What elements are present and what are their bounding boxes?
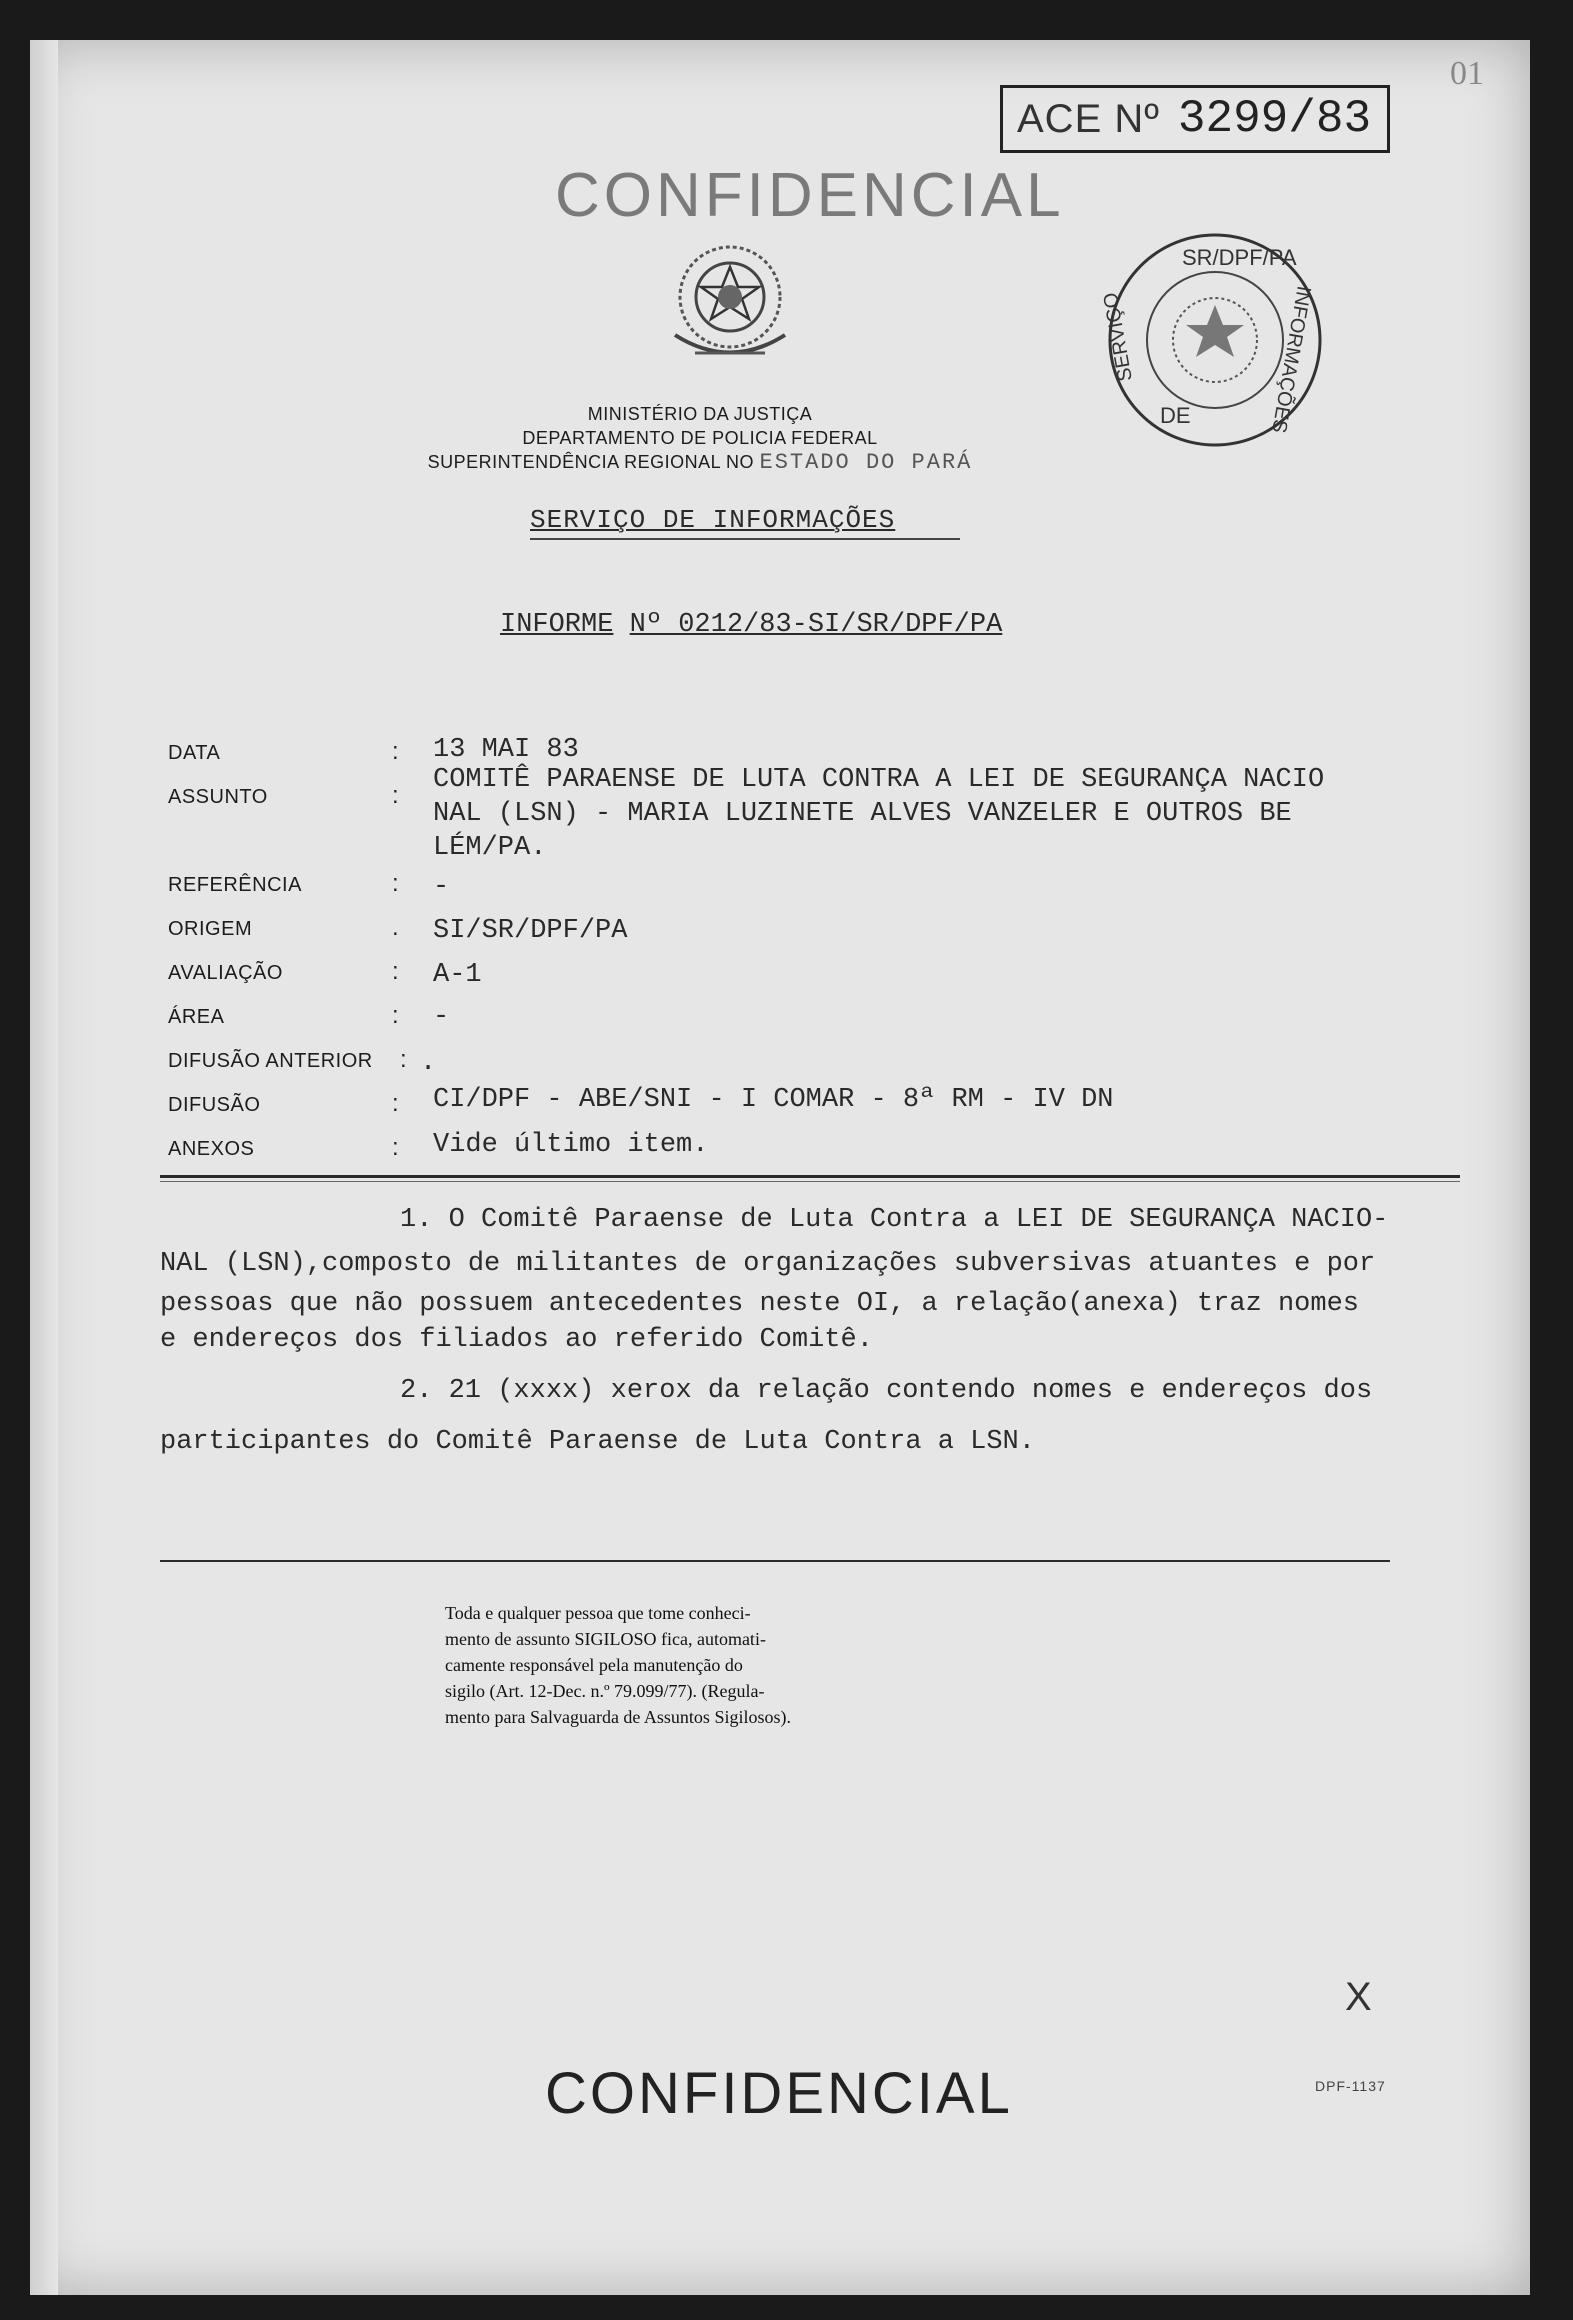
area-value: - — [433, 1002, 450, 1032]
data-value: 13 MAI 83 — [433, 735, 579, 765]
anexos-value: Vide último item. — [433, 1130, 709, 1160]
warning-line-4: sigilo (Art. 12-Dec. n.º 79.099/77). (Regula- — [445, 1681, 765, 1701]
department-name: DEPARTAMENTO DE POLICIA FEDERAL — [522, 428, 878, 448]
issuer-block — [350, 402, 1050, 475]
warning-line-5: mento para Salvaguarda de Assuntos Sigilosos). — [445, 1707, 791, 1727]
ace-label: ACE Nº — [1017, 96, 1160, 141]
difusao-label: DIFUSÃO — [168, 1094, 261, 1116]
report-title — [500, 610, 1002, 640]
stamp-text-top: SR/DPF/PA — [1182, 245, 1297, 270]
page-corner-number: 01 — [1450, 55, 1484, 92]
assunto-line-1: COMITÊ PARAENSE DE LUTA CONTRA A LEI DE SEGURANÇA NACIO — [433, 765, 1325, 795]
superintendency-name: SUPERINTENDÊNCIA REGIONAL NO — [427, 452, 755, 472]
handwritten-mark: X — [1345, 1975, 1372, 2019]
confidentiality-warning — [445, 1600, 965, 1730]
avaliacao-label: AVALIAÇÃO — [168, 962, 283, 984]
warning-line-1: Toda e qualquer pessoa que tome conheci- — [445, 1603, 751, 1623]
paragraph-1-line-3: pessoas que não possuem antecedentes neste OI, a relação(anexa) traz nomes — [160, 1289, 1359, 1319]
origem-value: SI/SR/DPF/PA — [433, 916, 628, 946]
colon: : — [392, 870, 399, 897]
classification-top: CONFIDENCIAL — [555, 161, 1065, 230]
paragraph-1-line-2: NAL (LSN),composto de militantes de organizações subversivas atuantes e por — [160, 1249, 1376, 1279]
service-underline — [530, 538, 960, 540]
page-edge — [30, 40, 58, 2295]
avaliacao-value: A-1 — [433, 960, 482, 990]
origem-label: ORIGEM — [168, 918, 253, 940]
paragraph-1-line-1: 1. O Comitê Paraense de Luta Contra a LEI DE SEGURANÇA NACIO- — [400, 1205, 1389, 1235]
data-label: DATA — [168, 742, 221, 764]
footer-divider — [160, 1560, 1390, 1562]
colon: . — [392, 914, 399, 941]
colon: : — [392, 1090, 399, 1117]
warning-line-3: camente responsável pela manutenção do — [445, 1655, 743, 1675]
form-code: DPF-1137 — [1315, 2078, 1386, 2094]
stamp-text-bottom: DE — [1160, 403, 1191, 428]
classification-bottom: CONFIDENCIAL — [545, 2061, 1013, 2126]
colon: : — [392, 958, 399, 985]
assunto-line-2: NAL (LSN) - MARIA LUZINETE ALVES VANZELER E OUTROS BE — [433, 799, 1292, 829]
coat-of-arms-emblem — [655, 235, 805, 375]
colon: : — [392, 1134, 399, 1161]
colon: : — [392, 782, 399, 809]
difusao-value: CI/DPF - ABE/SNI - I COMAR - 8ª RM - IV DN — [433, 1085, 1114, 1115]
assunto-line-3: LÉM/PA. — [433, 833, 547, 863]
report-number: Nº 0212/83-SI/SR/DPF/PA — [629, 610, 1003, 640]
state-name: ESTADO DO PARÁ — [759, 450, 973, 475]
stamp-text-left: SERVIÇO — [1100, 290, 1137, 383]
paragraph-2-line-2: participantes do Comitê Paraense de Luta Contra a LSN. — [160, 1427, 1035, 1457]
anexos-label: ANEXOS — [168, 1138, 255, 1160]
warning-line-2: mento de assunto SIGILOSO fica, automati- — [445, 1629, 766, 1649]
ace-number: 3299/83 — [1177, 93, 1372, 145]
colon: : — [400, 1046, 407, 1073]
assunto-label: ASSUNTO — [168, 786, 268, 808]
ace-number-box — [1000, 85, 1390, 153]
section-divider-thin — [160, 1181, 1460, 1182]
superintendency-line — [350, 450, 1050, 475]
colon: : — [392, 738, 399, 765]
stamp-text-right: INFORMAÇÕES — [1267, 284, 1315, 435]
referencia-value: - — [433, 872, 450, 902]
ministry-name: MINISTÉRIO DA JUSTIÇA — [587, 404, 813, 424]
area-label: ÁREA — [168, 1006, 225, 1028]
circular-stamp — [1100, 225, 1330, 455]
paragraph-1-line-4: e endereços dos filiados ao referido Comitê. — [160, 1325, 873, 1355]
referencia-label: REFERÊNCIA — [168, 874, 302, 896]
section-divider — [160, 1175, 1460, 1178]
service-title: SERVIÇO DE INFORMAÇÕES — [530, 505, 896, 535]
difusao-anterior-value: . — [420, 1048, 437, 1078]
paragraph-2-line-1: 2. 21 (xxxx) xerox da relação contendo nomes e endereços dos — [400, 1376, 1373, 1406]
colon: : — [392, 1002, 399, 1029]
report-prefix: INFORME — [500, 610, 614, 640]
difusao-anterior-label: DIFUSÃO ANTERIOR — [168, 1050, 373, 1072]
